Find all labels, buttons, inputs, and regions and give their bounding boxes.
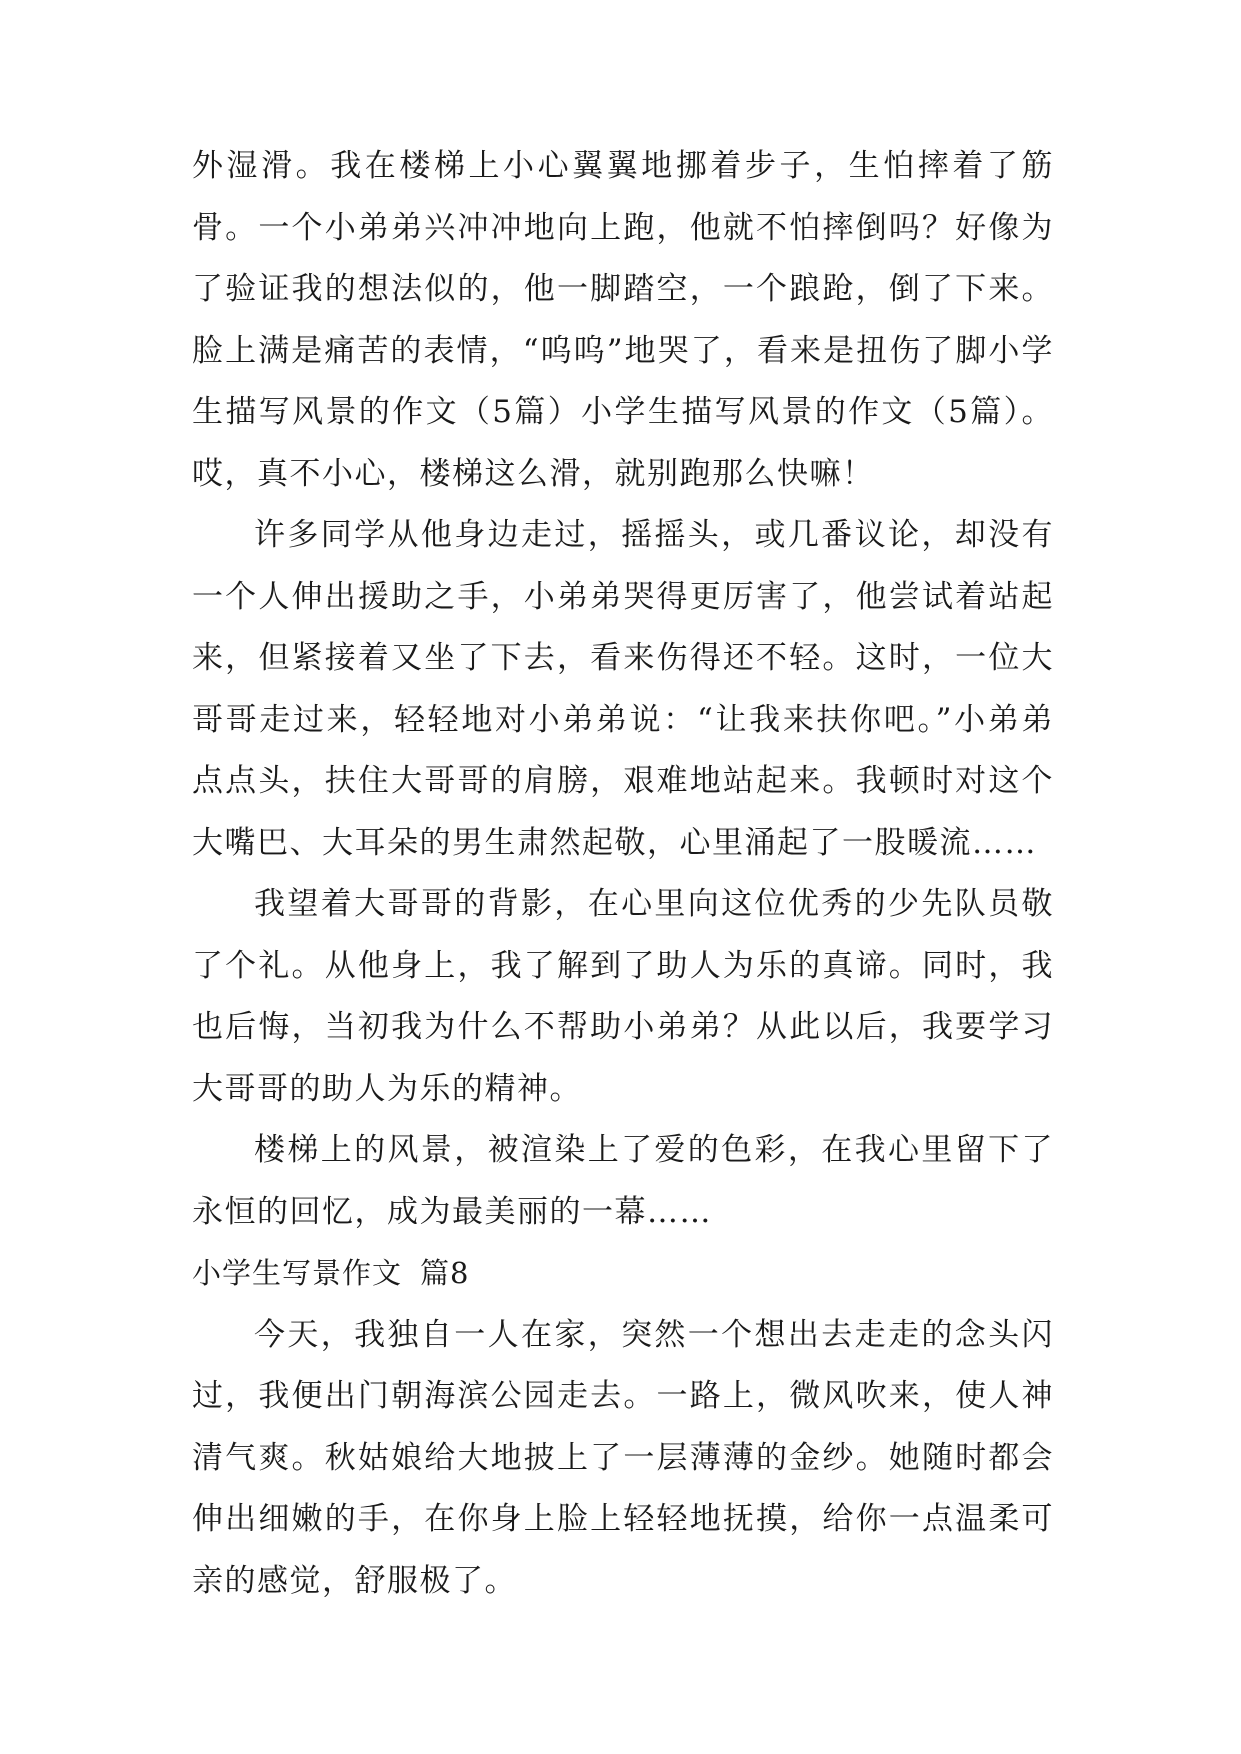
paragraph: 许多同学从他身边走过，摇摇头，或几番议论，却没有一个人伸出援助之手，小弟弟哭得更厉害了，他尝试着站起来，但紧接着又坐了下去，看来伤得还不轻。这时，一位大哥哥走过来，轻轻地对小弟弟说：“让我来扶你吧。”小弟弟点点头，扶住大哥哥的肩膀，艰难地站起来。我顿时对这个大嘴巴、大耳朵的男生肃然起敬，心里涌起了一股暖流…… — [192, 517, 1054, 861]
paragraph: 今天，我独自一人在家，突然一个想出去走走的念头闪过，我便出门朝海滨公园走去。一路上，微风吹来，使人神清气爽。秋姑娘给大地披上了一层薄薄的金纱。她随时都会伸出细嫩的手，在你身上脸上轻轻地抚摸，给你一点温柔可亲的感觉，舒服极了。 — [192, 1316, 1054, 1599]
paragraph-continuation: 外湿滑。我在楼梯上小心翼翼地挪着步子，生怕摔着了筋骨。一个小弟弟兴冲冲地向上跑，他就不怕摔倒吗？好像为了验证我的想法似的，他一脚踏空，一个踉跄，倒了下来。脸上满是痛苦的表情，“呜呜”地哭了，看来是扭伤了脚小学生描写风景的作文（5篇）小学生描写风景的作文（5篇）。哎，真不小心，楼梯这么滑，就别跑那么快嘛！ — [192, 148, 1054, 492]
section-heading — [192, 1243, 1054, 1305]
section-heading-title: 小学生写景作文 — [192, 1256, 403, 1290]
paragraph: 楼梯上的风景，被渲染上了爱的色彩，在我心里留下了永恒的回忆，成为最美丽的一幕…… — [192, 1132, 1054, 1230]
document-body — [192, 136, 1054, 1612]
paragraph: 我望着大哥哥的背影，在心里向这位优秀的少先队员敬了个礼。从他身上，我了解到了助人为乐的真谛。同时，我也后悔，当初我为什么不帮助小弟弟？从此以后，我要学习大哥哥的助人为乐的精神。 — [192, 886, 1054, 1107]
section-heading-number: 篇8 — [420, 1256, 470, 1290]
